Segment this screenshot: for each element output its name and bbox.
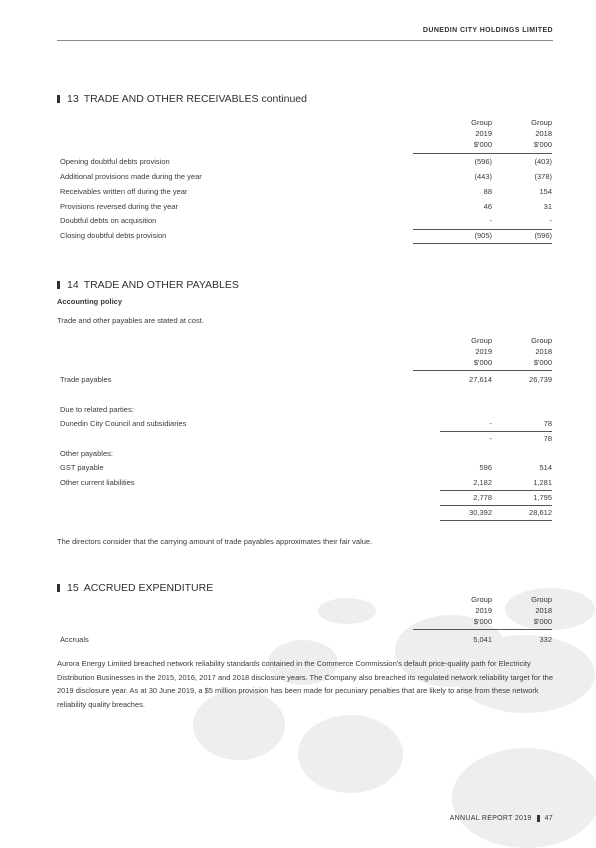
subtotal-rule [440,490,552,491]
table-row: Provisions reversed during the year 46 31 [60,202,552,211]
table-row-subtotal: - 78 [489,434,552,443]
total-rule [440,520,552,521]
section-title: TRADE AND OTHER RECEIVABLES continued [83,93,307,105]
table-row: Opening doubtful debts provision (596) (403) [60,157,552,166]
payables-note: The directors consider that the carrying amount of trade payables approximates their fair value. [57,537,373,546]
section-marker [57,95,60,103]
section-number: 13 [67,93,79,105]
background-circle [298,715,403,793]
section-number: 15 [67,582,79,594]
table-row: Other current liabilities 2,182 1,281 [60,478,552,487]
section-title: ACCRUED EXPENDITURE [83,582,214,594]
table-row: Dunedin City Council and subsidiaries - 78 [60,419,552,428]
subtotal-rule [413,229,552,230]
column-header-2019: Group 2019 $'000 [471,118,492,149]
total-rule [413,243,552,244]
related-parties-heading: Due to related parties: [60,405,134,414]
header-divider [57,40,553,41]
table-row: Receivables written off during the year 88 154 [60,187,552,196]
section-marker [57,281,60,289]
company-header: DUNEDIN CITY HOLDINGS LIMITED [422,27,553,34]
table-row: GST payable 596 514 [60,463,552,472]
page-number: 47 [544,815,553,822]
background-circle [318,598,376,624]
subtotal-rule [440,431,552,432]
table-row: Additional provisions made during the year (443) (378) [60,172,552,181]
table-row: Trade payables 27,614 26,739 [60,375,552,384]
footer-marker [537,815,540,822]
table-row: Doubtful debts on acquisition - - [60,216,552,225]
column-header-2019: Group 2019 $'000 [471,336,492,367]
table-rule [413,370,552,371]
table-row-total: 30,392 28,612 [469,508,552,517]
section-14-heading [57,279,239,291]
table-row-subtotal: 2,778 1,795 [473,493,552,502]
section-13-heading [57,93,307,105]
column-header-2018: Group 2018 $'000 [531,595,552,626]
accrued-expenditure-paragraph: Aurora Energy Limited breached network reliability standards contained in the Commerce Commission's default price-quality path for Electricity Distribution Businesses in the 2015, 2016, 2017 and 2018 disclosure years. The Company also breached its regulated network reliability target for the 2019 disclosure year. As at 30 June 2019, a $5 million provision has been made for pecuniary penalties that are likely to arise from these network reliability quality breaches. [57,659,553,709]
table-rule [413,629,552,630]
accounting-policy-text: Trade and other payables are stated at cost. [57,316,204,325]
column-header-2018: Group 2018 $'000 [531,336,552,367]
page-footer [450,815,553,822]
section-marker [57,584,60,592]
accounting-policy-heading: Accounting policy [57,297,123,306]
section-title: TRADE AND OTHER PAYABLES [83,279,239,291]
table-row: Accruals 5,041 332 [60,635,552,644]
column-header-2019: Group 2019 $'000 [471,595,492,626]
table-row-total: Closing doubtful debts provision (905) (596) [60,231,552,240]
total-rule [440,505,552,506]
footer-label: ANNUAL REPORT 2019 [449,815,532,822]
background-circle [449,748,596,848]
column-header-2018: Group 2018 $'000 [531,118,552,149]
section-15-heading [57,582,213,594]
other-payables-heading: Other payables: [60,449,113,458]
table-rule [413,153,552,154]
section-number: 14 [67,279,79,291]
